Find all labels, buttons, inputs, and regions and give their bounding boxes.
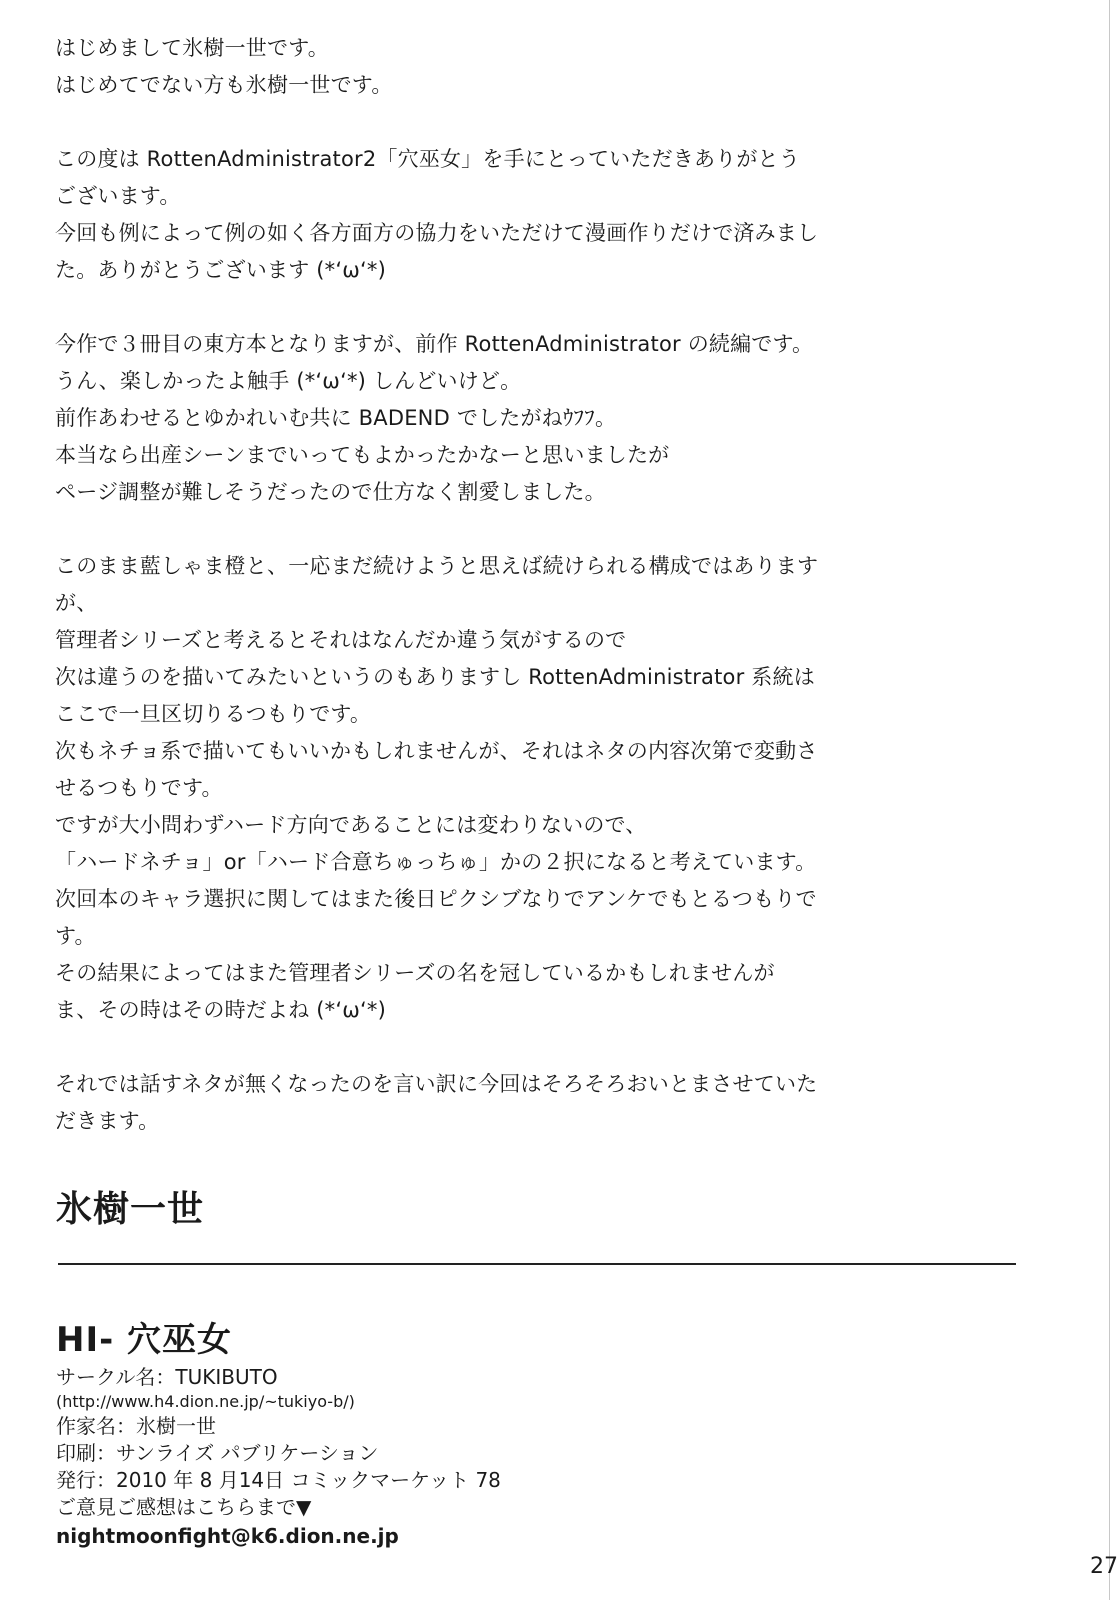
text-line: この度は RottenAdministrator2「穴巫女」を手にとっていただきありがとう bbox=[55, 147, 800, 171]
afterword-body bbox=[55, 30, 935, 1140]
author-signature: 氷樹一世 bbox=[56, 1189, 205, 1230]
text-line: はじめまして氷樹一世です。 bbox=[55, 36, 329, 60]
text-line: だきます。 bbox=[55, 1109, 160, 1133]
text-line: 前作あわせるとゆかれいむ共に BADEND でしたがねｳﾌﾌ。 bbox=[55, 406, 617, 430]
text-line: が、 bbox=[55, 591, 98, 615]
text-line: た。ありがとうございます (*‘ω‘*) bbox=[55, 258, 386, 282]
paragraph-gap bbox=[55, 289, 935, 326]
text-line: 管理者シリーズと考えるとそれはなんだか違う気がするので bbox=[55, 628, 627, 652]
text-line: す。 bbox=[55, 924, 96, 948]
publish-info: 発行：2010 年 8 月14日 コミックマーケット 78 bbox=[56, 1468, 501, 1492]
text-line: 次もネチョ系で描いてもいいかもしれませんが、それはネタの内容次第で変動さ bbox=[55, 739, 818, 763]
text-line: ですが大小問わずハード方向であることには変わりないので、 bbox=[55, 813, 647, 837]
divider-line bbox=[58, 1263, 1016, 1265]
text-line: ございます。 bbox=[55, 184, 181, 208]
text-line: それでは話すネタが無くなったのを言い訳に今回はそろそろおいとまさせていた bbox=[55, 1072, 818, 1096]
text-line: ここで一旦区切りるつもりです。 bbox=[55, 702, 372, 726]
paragraph-gap bbox=[55, 1029, 935, 1066]
text-line: うん、楽しかったよ触手 (*‘ω‘*) しんどいけど。 bbox=[55, 369, 522, 393]
feedback-label: ご意見ご感想はこちらまで▼ bbox=[56, 1495, 312, 1519]
text-line: 「ハードネチョ」or「ハード合意ちゅっちゅ」かの２択になると考えています。 bbox=[55, 850, 817, 874]
text-line: このまま藍しゃま橙と、一応まだ続けようと思えば続けられる構成ではあります bbox=[55, 554, 819, 578]
circle-name: サークル名：TUKIBUTO bbox=[56, 1365, 278, 1389]
page-number: 27 bbox=[1090, 1554, 1118, 1579]
text-line: 次は違うのを描いてみたいというのもありますし RottenAdministrator 系統は bbox=[55, 665, 815, 689]
colophon-title: HI- 穴巫女 bbox=[56, 1320, 233, 1360]
text-line: その結果によってはまた管理者シリーズの名を冠しているかもしれませんが bbox=[55, 961, 775, 985]
text-line: 本当なら出産シーンまでいってもよかったかなーと思いましたが bbox=[55, 443, 670, 467]
contact-email: nightmoonfight@k6.dion.ne.jp bbox=[56, 1524, 399, 1548]
paragraph-gap bbox=[55, 104, 935, 141]
text-line: ま、その時はその時だよね (*‘ω‘*) bbox=[55, 998, 386, 1022]
page-edge-shadow bbox=[1109, 0, 1110, 1600]
text-line: 今回も例によって例の如く各方面方の協力をいただけて漫画作りだけで済みまし bbox=[55, 221, 819, 245]
colophon bbox=[56, 1318, 756, 1551]
text-line: ページ調整が難しそうだったので仕方なく割愛しました。 bbox=[55, 480, 606, 504]
paragraph-gap bbox=[55, 511, 935, 548]
printer-name: 印刷：サンライズ パブリケーション bbox=[56, 1441, 379, 1465]
circle-url: (http://www.h4.dion.ne.jp/~tukiyo-b/) bbox=[56, 1392, 355, 1411]
text-line: はじめてでない方も氷樹一世です。 bbox=[55, 73, 393, 97]
author-name: 作家名：氷樹一世 bbox=[56, 1414, 216, 1438]
text-line: 今作で３冊目の東方本となりますが、前作 RottenAdministrator の続編です。 bbox=[55, 332, 814, 356]
text-line: 次回本のキャラ選択に関してはまた後日ピクシブなりでアンケでもとるつもりで bbox=[55, 887, 817, 911]
text-line: せるつもりです。 bbox=[55, 776, 223, 800]
